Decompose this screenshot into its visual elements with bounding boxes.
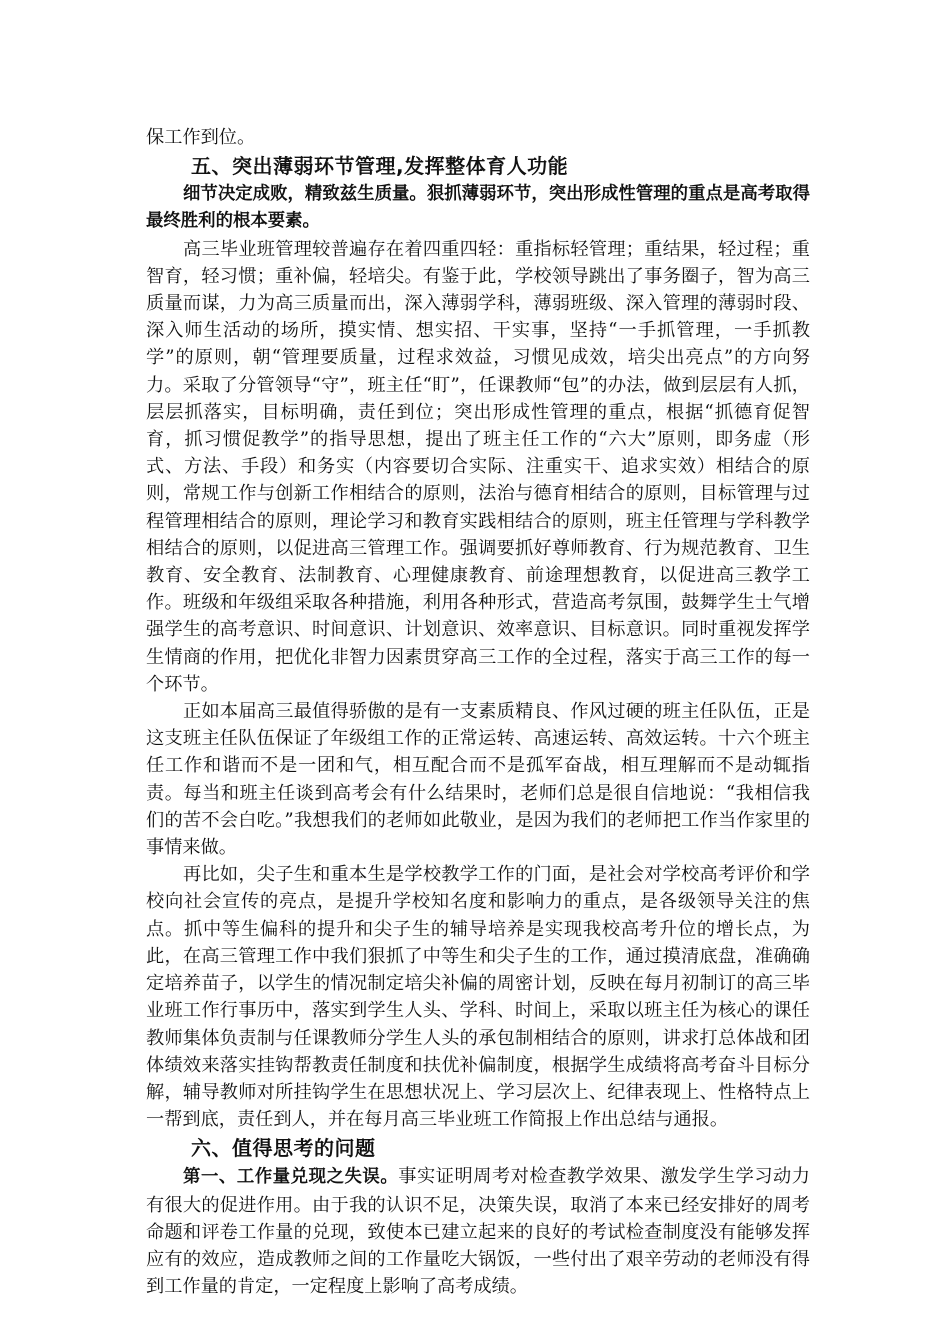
paragraph-lead-bold: 第一、工作量兑现之失误。 (183, 1167, 399, 1188)
paragraph-workload (146, 1163, 810, 1300)
paragraph-continuation: 保工作到位。 (146, 127, 256, 148)
paragraph-head-teachers: 正如本届高三最值得骄傲的是有一支素质精良、作风过硬的班主任队伍，正是这支班主任队伍保证了年级组工作的正常运转、高速运转、高效运转。十六个班主任工作和谐而不是一团和气，相互配合而不是孤军奋战，相互理解而不是动辄指责。每当和班主任谈到高考会有什么结果时，老师们总是很自信地说：“我相信我们的苦不会白吃。”我想我们的老师如此敬业，是因为我们的老师把工作当作家里的事情来做。 (146, 701, 810, 859)
paragraph-top-students: 再比如，尖子生和重本生是学校教学工作的门面，是社会对学校高考评价和学校向社会宣传的亮点，是提升学校知名度和影响力的重点，是各级领导关注的焦点。抓中等生偏科的提升和尖子生的辅导培养是实现我校高考升位的增长点，为此，在高三管理工作中我们狠抓了中等生和尖子生的工作，通过摸清底盘，准确确定培养苗子，以学生的情况制定培尖补偏的周密计划，反映在每月初制订的高三毕业班工作行事历中，落实到学生人头、学科、时间上，采取以班主任为核心的课任教师集体负责制与任课教师分学生人头的承包制相结合的原则，讲求打总体战和团体绩效来落实挂钩帮教责任制度和扶优补偏制度，根据学生成绩将高考奋斗目标分解，辅导教师对所挂钩学生在思想状况上、学习层次上、纪律表现上、性格特点上一帮到底，责任到人，并在每月高三毕业班工作简报上作出总结与通报。 (146, 864, 810, 1131)
section-heading-5: 五、突出薄弱环节管理,发挥整体育人功能 (191, 154, 569, 179)
paragraph-management: 高三毕业班管理较普遍存在着四重四轻：重指标轻管理；重结果，轻过程；重智育，轻习惯；重补偏，轻培尖。有鉴于此，学校领导跳出了事务圈子，智为高三质量而谋，力为高三质量而出，深入薄弱学科，薄弱班级、深入管理的薄弱时段、深入师生活动的场所，摸实情、想实招、干实事，坚持“一手抓管理，一手抓教学”的原则，朝“管理要质量，过程求效益，习惯见成效，培尖出亮点”的方向努力。采取了分管领导“守”，班主任“盯”，任课教师“包”的办法，做到层层有人抓，层层抓落实，目标明确，责任到位；突出形成性管理的重点，根据“抓德育促智育，抓习惯促教学”的指导思想，提出了班主任工作的“六大”原则，即务虚（形式、方法、手段）和务实（内容要切合实际、注重实干、追求实效）相结合的原则，常规工作与创新工作相结合的原则，法治与德育相结合的原则，目标管理与过程管理相结合的原则，理论学习和教育实践相结合的原则，班主任管理与学科教学相结合的原则，以促进高三管理工作。强调要抓好尊师教育、行为规范教育、卫生教育、安全教育、法制教育、心理健康教育、前途理想教育，以促进高三教学工作。班级和年级组采取各种措施，利用各种形式，营造高考氛围，鼓舞学生士气增强学生的高考意识、时间意识、计划意识、效率意识、目标意识。同时重视发挥学生情商的作用，把优化非智力因素贯穿高三工作的全过程，落实于高三工作的每一个环节。 (146, 238, 810, 695)
section-heading-6: 六、值得思考的问题 (191, 1136, 376, 1161)
document-page (146, 124, 810, 1300)
paragraph-workload-body: 事实证明周考对检查教学效果、激发学生学习动力有很大的促进作用。由于我的认识不足，决策失误，取消了本来已经安排好的周考命题和评卷工作量的兑现，致使本已建立起来的良好的考试检查制度没有能够发挥应有的效应，造成教师之间的工作量吃大锅饭，一些付出了艰辛劳动的老师没有得到工作量的肯定，一定程度上影响了高考成绩。 (146, 1166, 810, 1298)
paragraph-summary-bold: 细节决定成败，精致兹生质量。狠抓薄弱环节，突出形成性管理的重点是高考取得最终胜利的根本要素。 (146, 184, 810, 232)
